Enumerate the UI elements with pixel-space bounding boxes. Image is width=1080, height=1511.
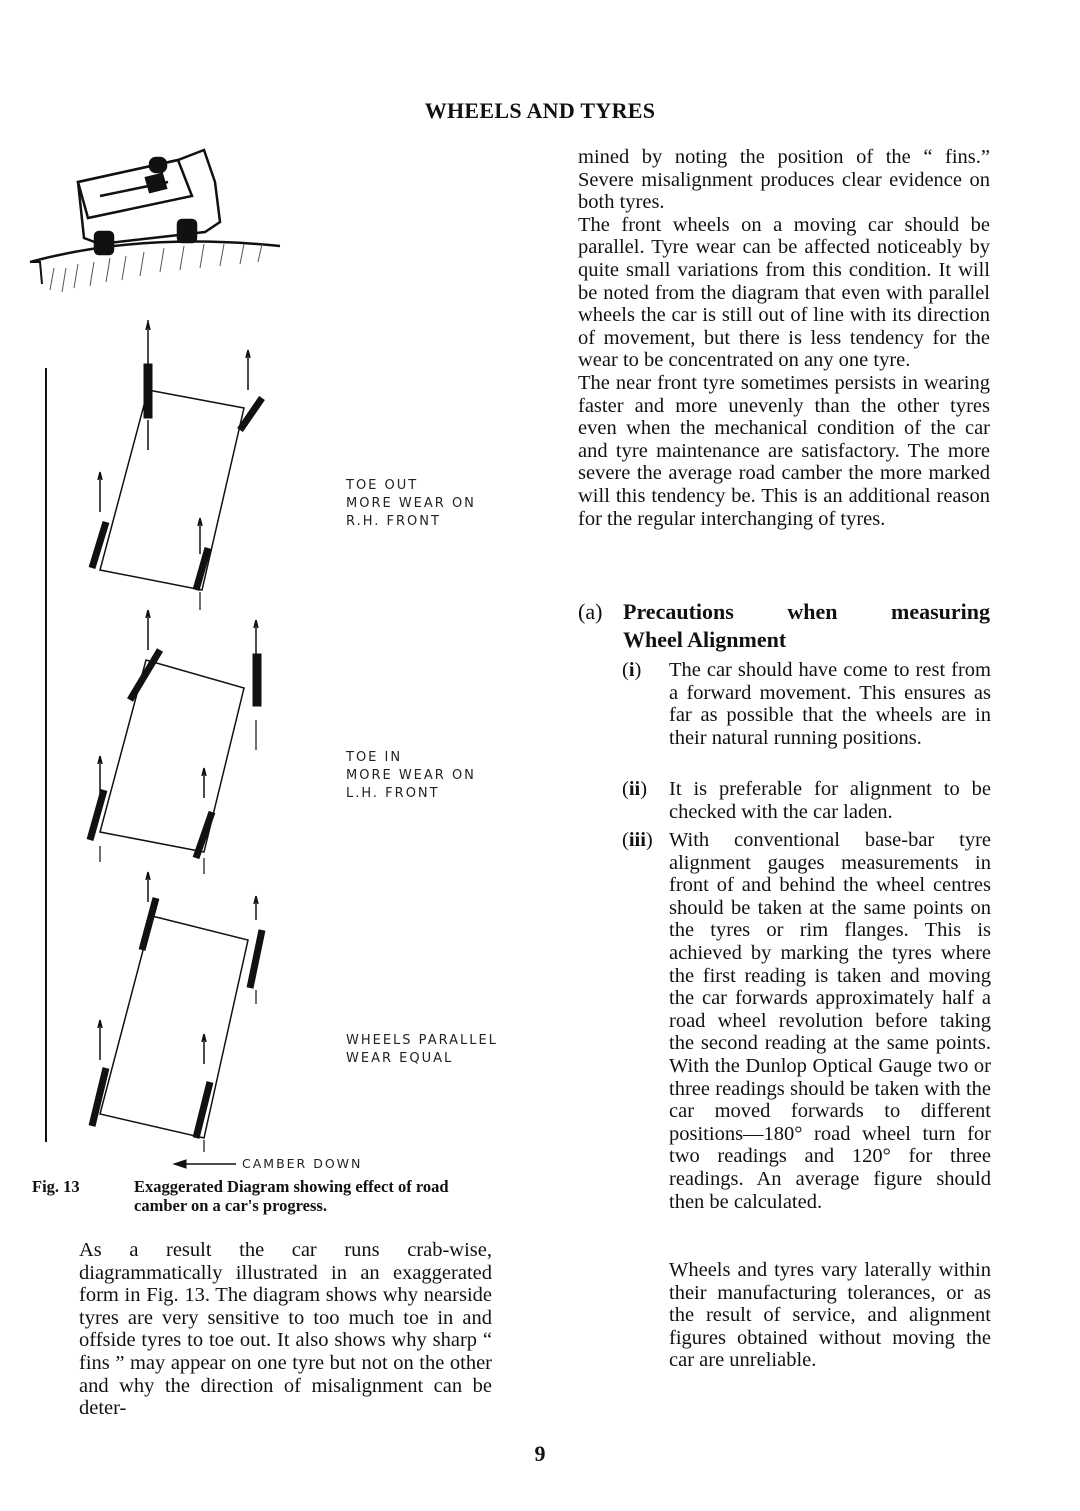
figure-number: Fig. 13 <box>32 1177 80 1196</box>
camber-diagram <box>0 130 520 1170</box>
roman-numeral: ii <box>628 778 641 800</box>
section-title-word: measuring <box>891 599 990 624</box>
toe-out-diagram <box>92 320 262 610</box>
left-paragraph: As a result the car runs crab-wise, diagrammatically illustrated in an exaggerated form in Fig. 13. The diagram shows why nearside tyres are very sensitive to too much toe in and offside tyres to toe out. It also shows why sharp “ fins ” may appear on one tyre but not on the other and why the direction of misalignment can be deter- <box>79 1239 492 1420</box>
paragraph: The near front tyre sometimes persists in wearing faster and more unevenly than the other tyres even when the mechanical condition of the car and tyre maintenance are satisfactory. The more severe the average road camber the more marked will this tendency be. This is an additional reason for the regular interchanging of tyres. <box>578 371 990 530</box>
section-title-word: when <box>787 599 838 624</box>
list-item-text: With conventional base-bar tyre alignment gauges measurements in front of and behind the wheel centres should be taken at the same points on the tyres or rim flanges. This is achieved by marking the tyres where the first reading is taken and moving the car forwards approximately half a road wheel revolution before taking the second reading at the same points. With the Dunlop Optical Gauge two or three readings should be taken with the car moved forwards to different positions—180° road wheel turn for two readings and 120° for three readings. An average figure should then be calculated. <box>669 829 991 1213</box>
toe-in-diagram <box>90 610 261 874</box>
label-toe-in: TOE IN MORE WEAR ON L.H. FRONT <box>346 750 476 801</box>
page-header: WHEELS AND TYRES <box>424 98 656 123</box>
paragraph: The front wheels on a moving car should be parallel. Tyre wear can be affected noticeably by quite small variations from this condition. It will be noted from the diagram that even with parallel wheels the car is still out of line with its direction of movement, but there is less tendency for the wear to be concentrated on any one tyre. <box>578 213 990 372</box>
roman-numeral: i <box>628 659 635 681</box>
page-number: 9 <box>534 1441 546 1466</box>
list-item-text: It is preferable for alignment to be checked with the car laden. <box>669 778 991 823</box>
label-parallel: WHEELS PARALLEL WEAR EQUAL <box>346 1033 498 1066</box>
figure-caption-text: Exaggerated Diagram showing effect of road camber on a car's progress. <box>134 1177 449 1215</box>
section-title-word: Precautions <box>623 599 734 624</box>
car-illustration <box>30 150 280 284</box>
parallel-diagram <box>92 872 262 1152</box>
section-title-line2: Wheel Alignment <box>623 627 787 652</box>
paragraph: mined by noting the position of the “ fins.” Severe misalignment produces clear evidence on both tyres. <box>578 146 990 214</box>
label-camber-down: CAMBER DOWN <box>242 1156 363 1171</box>
section-letter: (a) <box>578 599 603 624</box>
label-toe-out: TOE OUT MORE WEAR ON R.H. FRONT <box>346 478 476 529</box>
list-item-text: The car should have come to rest from a forward movement. This ensures as far as possible that the wheels are in their natural running positions. <box>669 659 991 749</box>
closing-paragraph: Wheels and tyres vary laterally within their manufacturing tolerances, or as the result of service, and alignment figures obtained without moving the car are unreliable. <box>669 1259 991 1372</box>
right-column <box>578 146 990 530</box>
camber-arrow <box>174 1160 236 1168</box>
roman-numeral: iii <box>628 829 646 851</box>
